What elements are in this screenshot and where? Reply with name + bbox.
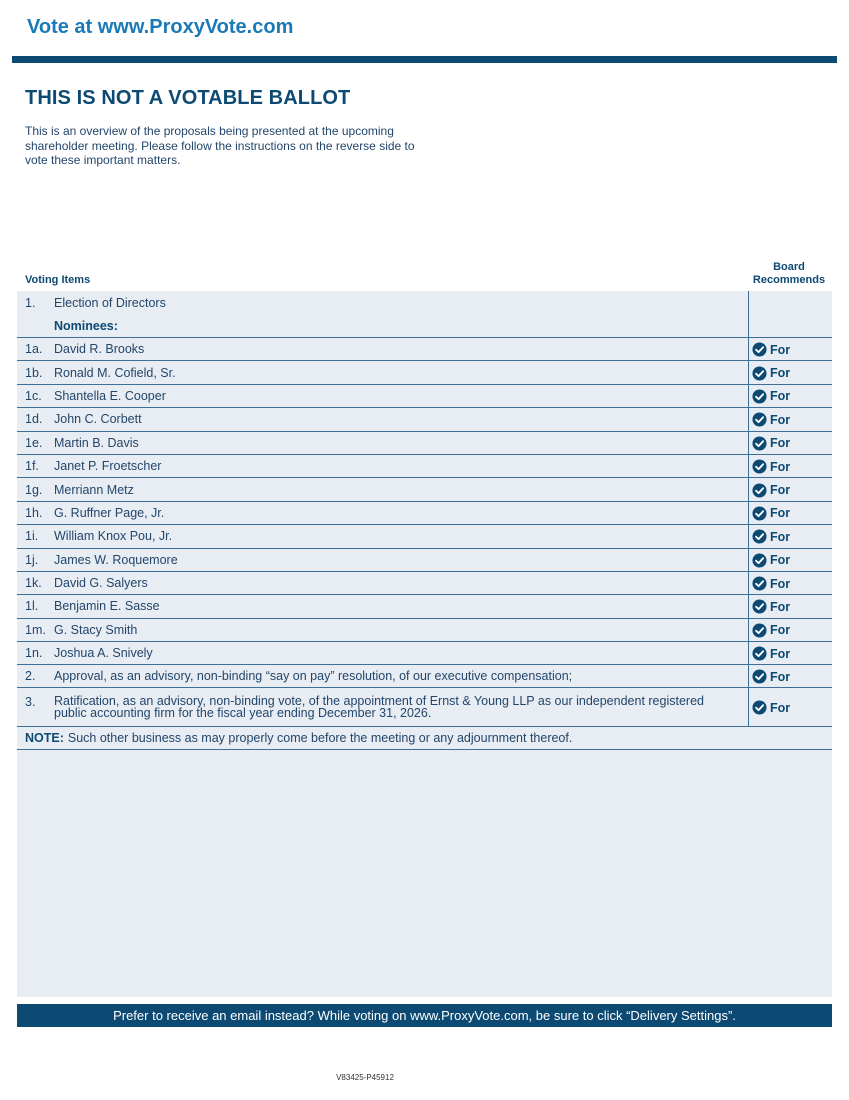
check-circle-icon bbox=[752, 459, 767, 474]
nominee-name: David R. Brooks bbox=[54, 342, 145, 357]
recommendation-for: For bbox=[770, 436, 791, 451]
nominees-label: Nominees: bbox=[54, 319, 118, 333]
recommendation-cell bbox=[748, 478, 832, 501]
nominee-row bbox=[17, 478, 832, 501]
nominee-number: 1n. bbox=[25, 646, 43, 661]
recommendation-for: For bbox=[770, 646, 791, 661]
nominee-row bbox=[17, 455, 832, 478]
nominee-row bbox=[17, 432, 832, 455]
recommendation-for: For bbox=[770, 483, 791, 498]
check-circle-icon bbox=[752, 366, 767, 381]
recommendation-for: For bbox=[770, 669, 791, 684]
nominee-number: 1a. bbox=[25, 342, 43, 357]
check-circle-icon bbox=[752, 506, 767, 521]
nominee-name: Joshua A. Snively bbox=[54, 646, 153, 661]
recommendation-cell bbox=[748, 315, 832, 338]
recommendation-cell bbox=[748, 619, 832, 642]
note-row bbox=[17, 727, 832, 750]
recommendation-cell bbox=[748, 688, 832, 727]
recommendation-for: For bbox=[770, 599, 791, 614]
item-number: 3. bbox=[25, 695, 36, 710]
nominee-name: David G. Salyers bbox=[54, 576, 148, 591]
nominee-name: William Knox Pou, Jr. bbox=[54, 529, 173, 544]
proxyvote-link[interactable]: Vote at www.ProxyVote.com bbox=[27, 16, 294, 38]
check-circle-icon bbox=[752, 412, 767, 427]
nominee-row bbox=[17, 595, 832, 618]
recommendation-cell bbox=[748, 455, 832, 478]
item-number: 1. bbox=[25, 296, 36, 310]
nominee-number: 1h. bbox=[25, 505, 43, 520]
nominee-number: 1i. bbox=[25, 529, 39, 544]
recommendation-for: For bbox=[770, 412, 791, 427]
recommendation-for: For bbox=[770, 366, 791, 381]
nominee-number: 1k. bbox=[25, 576, 42, 591]
nominee-row bbox=[17, 572, 832, 595]
voting-items-table bbox=[17, 291, 832, 750]
check-circle-icon bbox=[752, 483, 767, 498]
item-label-line1: Ratification, as an advisory, non-binding vote, of the appointment of Ernst & Young LLP as our independent registered bbox=[54, 694, 704, 709]
board-recommends-line2: Recommends bbox=[752, 274, 826, 286]
item-label-line2: public accounting firm for the fiscal year ending December 31, 2026. bbox=[54, 706, 432, 721]
nominee-row bbox=[17, 619, 832, 642]
recommendation-for: For bbox=[770, 342, 791, 357]
nominee-name: John C. Corbett bbox=[54, 412, 142, 427]
recommendation-cell bbox=[748, 642, 832, 665]
note-label: NOTE: bbox=[25, 731, 64, 746]
recommendation-for: For bbox=[770, 389, 791, 404]
nominee-name: Merriann Metz bbox=[54, 482, 134, 497]
nominee-name: Benjamin E. Sasse bbox=[54, 599, 160, 614]
item-label: Approval, as an advisory, non-binding “say on pay” resolution, of our executive compensation; bbox=[54, 669, 573, 684]
nominee-name: G. Stacy Smith bbox=[54, 622, 138, 637]
nominees-heading-row bbox=[17, 315, 832, 338]
item-label: Election of Directors bbox=[54, 296, 166, 310]
nominee-number: 1j. bbox=[25, 552, 39, 567]
board-recommends-heading bbox=[748, 261, 830, 287]
recommendation-for: For bbox=[770, 576, 791, 591]
nominee-name: Shantella E. Cooper bbox=[54, 388, 166, 403]
recommendation-for: For bbox=[770, 459, 791, 474]
recommendation-cell bbox=[748, 408, 832, 431]
nominee-number: 1e. bbox=[25, 435, 43, 450]
voting-items-heading: Voting Items bbox=[25, 274, 91, 286]
nominee-name: Ronald M. Cofield, Sr. bbox=[54, 365, 176, 380]
nominee-row bbox=[17, 338, 832, 361]
check-circle-icon bbox=[752, 553, 767, 568]
recommendation-for: For bbox=[770, 529, 791, 544]
ballot-title: THIS IS NOT A VOTABLE BALLOT bbox=[25, 87, 351, 109]
item-row-3 bbox=[17, 688, 832, 727]
ballot-intro: This is an overview of the proposals being presented at the upcoming shareholder meeting. Please follow the instructions on the reverse side to vote these important matters. bbox=[25, 124, 415, 167]
item-label bbox=[54, 695, 749, 719]
recommendation-for: For bbox=[770, 553, 791, 568]
check-circle-icon bbox=[752, 623, 767, 638]
email-delivery-banner bbox=[17, 1004, 832, 1027]
nominee-number: 1c. bbox=[25, 388, 42, 403]
check-circle-icon bbox=[752, 700, 767, 715]
nominee-number: 1l. bbox=[25, 599, 39, 614]
nominee-row bbox=[17, 525, 832, 548]
check-circle-icon bbox=[752, 599, 767, 614]
recommendation-cell bbox=[748, 525, 832, 548]
item-row-1 bbox=[17, 291, 832, 315]
nominee-name: Janet P. Froetscher bbox=[54, 459, 162, 474]
board-recommends-line1: Board bbox=[773, 261, 805, 273]
recommendation-cell bbox=[748, 595, 832, 618]
check-circle-icon bbox=[752, 646, 767, 661]
check-circle-icon bbox=[752, 389, 767, 404]
recommendation-cell bbox=[748, 502, 832, 525]
recommendation-cell bbox=[748, 338, 832, 361]
recommendation-cell bbox=[748, 291, 832, 315]
header-rule bbox=[12, 56, 837, 63]
recommendation-for: For bbox=[770, 700, 791, 715]
nominee-number: 1b. bbox=[25, 365, 43, 380]
nominee-row bbox=[17, 642, 832, 665]
check-circle-icon bbox=[752, 436, 767, 451]
nominee-number: 1g. bbox=[25, 482, 43, 497]
nominee-row bbox=[17, 361, 832, 384]
nominee-row bbox=[17, 549, 832, 572]
item-number: 2. bbox=[25, 669, 36, 684]
nominee-number: 1d. bbox=[25, 412, 43, 427]
nominee-number: 1f. bbox=[25, 459, 39, 474]
recommendation-cell bbox=[748, 361, 832, 384]
recommendation-cell bbox=[748, 549, 832, 572]
check-circle-icon bbox=[752, 529, 767, 544]
document-code: V83425-P45912 bbox=[336, 1073, 394, 1082]
recommendation-cell bbox=[748, 665, 832, 688]
check-circle-icon bbox=[752, 576, 767, 591]
recommendation-cell bbox=[748, 385, 832, 408]
recommendation-for: For bbox=[770, 623, 791, 638]
voting-items-panel bbox=[17, 291, 832, 997]
recommendation-for: For bbox=[770, 506, 791, 521]
recommendation-cell bbox=[748, 572, 832, 595]
note-text: Such other business as may properly come before the meeting or any adjournment thereof. bbox=[67, 731, 573, 746]
nominee-row bbox=[17, 385, 832, 408]
check-circle-icon bbox=[752, 669, 767, 684]
nominee-name: James W. Roquemore bbox=[54, 552, 178, 567]
recommendation-cell bbox=[748, 432, 832, 455]
nominee-row bbox=[17, 408, 832, 431]
email-delivery-text: Prefer to receive an email instead? While voting on www.ProxyVote.com, be sure to click “Delivery Settings”. bbox=[113, 1008, 736, 1023]
check-circle-icon bbox=[752, 342, 767, 357]
item-row-2 bbox=[17, 665, 832, 688]
nominee-row bbox=[17, 502, 832, 525]
nominee-name: G. Ruffner Page, Jr. bbox=[54, 505, 165, 520]
nominee-number: 1m. bbox=[25, 622, 46, 637]
nominee-name: Martin B. Davis bbox=[54, 435, 139, 450]
